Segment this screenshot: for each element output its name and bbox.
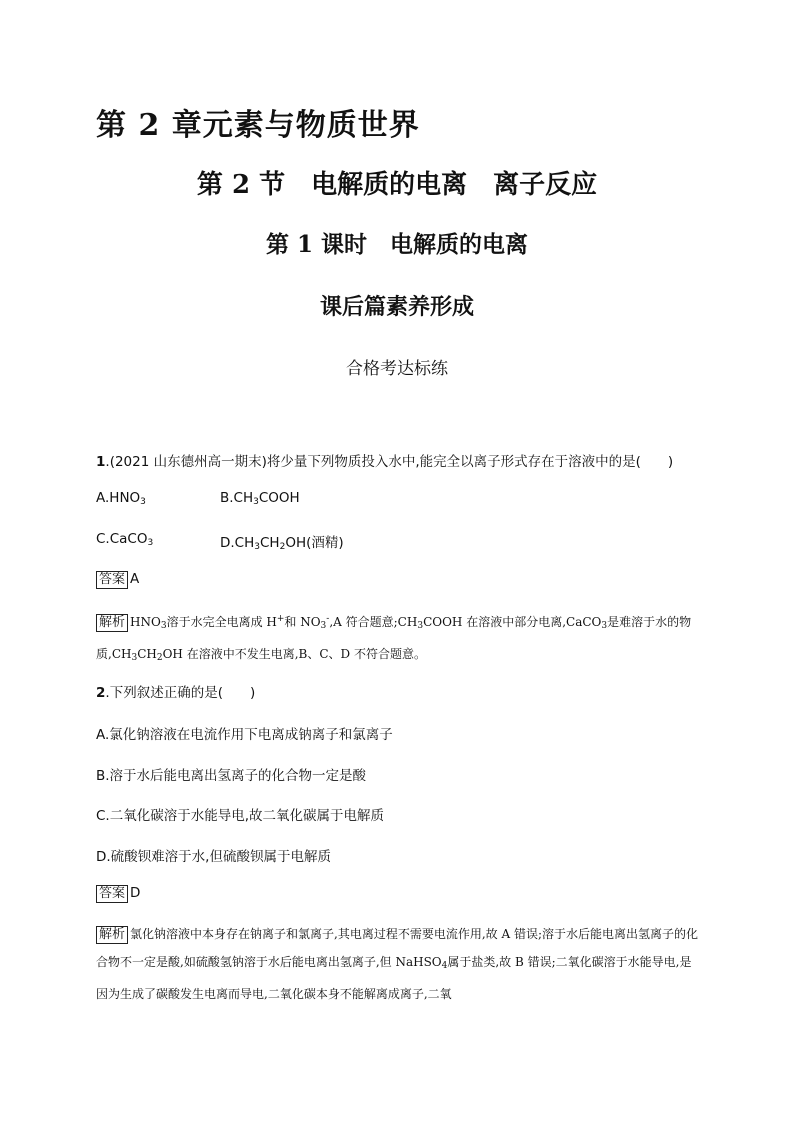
explanation-text: 是难溶于水的物质,CH [96, 615, 692, 661]
explanation-text: HNO [130, 615, 161, 629]
subscript: 3 [140, 497, 146, 507]
subscript: 3 [160, 621, 167, 631]
question-1-option-d [220, 531, 344, 552]
question-1-option-b [220, 490, 300, 507]
option-text: B.CH [220, 490, 254, 506]
answer-value: D [130, 885, 141, 901]
superscript: - [326, 614, 330, 624]
explanation-label: 解析 [96, 926, 128, 944]
subscript: 3 [320, 621, 327, 631]
question-text: .(2021 山东德州高一期末)将少量下列物质投入水中,能完全以离子形式存在于溶液中的是( ) [105, 454, 674, 470]
explanation-text: 氯化钠溶液中本身存在钠离子和氯离子,其电离过程不需要电流作用,故 A 错误;溶于水后能电离出氢离子的化合物不一定是酸,如硫酸氢钠溶于水后能电离出氢离子,但 NaHSO [96, 927, 698, 969]
question-text: .下列叙述正确的是( ) [105, 685, 256, 701]
question-2-stem [96, 681, 255, 701]
explanation-text: 和 NO [284, 615, 321, 629]
question-2-option-a: A.氯化钠溶液在电流作用下电离成钠离子和氯离子 [96, 727, 393, 743]
subscript: 3 [131, 653, 138, 663]
option-text: D.CH [220, 535, 255, 551]
question-number: 1 [96, 454, 106, 470]
explanation-text: OH 在溶液中不发生电离,B、C、D 不符合题意。 [162, 647, 426, 661]
explanation-text: 溶于水完全电离成 H [166, 615, 277, 629]
question-number: 2 [96, 685, 106, 701]
subscript: 3 [417, 621, 424, 631]
option-text: A.HNO [96, 490, 141, 506]
exercise-heading: 课后篇素养形成 [319, 294, 474, 320]
option-text: C.CaCO [96, 531, 148, 547]
subscript: 3 [254, 542, 260, 552]
question-1-stem [96, 450, 673, 470]
explanation-text: ,A 符合题意;CH [329, 615, 418, 629]
option-text: OH(酒精) [285, 535, 344, 551]
explanation-text: COOH 在溶液中部分电离,CaCO [423, 615, 602, 629]
explanation-label: 解析 [96, 614, 128, 632]
question-2-option-c: C.二氧化碳溶于水能导电,故二氧化碳属于电解质 [96, 808, 385, 824]
answer-value: A [130, 571, 140, 587]
option-text: COOH [258, 490, 300, 506]
question-1-explanation [96, 605, 698, 672]
subscript: 2 [279, 542, 286, 552]
question-2-option-d: D.硫酸钡难溶于水,但硫酸钡属于电解质 [96, 849, 331, 865]
subscript: 2 [156, 653, 163, 663]
subscript: 3 [253, 497, 259, 507]
answer-label: 答案 [96, 571, 128, 589]
subscript: 4 [441, 961, 448, 971]
question-1-answer [96, 571, 139, 589]
superscript: + [276, 614, 285, 624]
answer-label: 答案 [96, 885, 128, 903]
explanation-text: CH [137, 647, 157, 661]
subscript: 3 [601, 621, 608, 631]
section-title: 第 2 节 电解质的电离 离子反应 [196, 170, 598, 200]
chapter-title: 第 2 章元素与物质世界 [96, 108, 420, 143]
question-1-option-c [96, 531, 153, 548]
question-1-option-a [96, 490, 146, 507]
subscript: 3 [147, 538, 154, 548]
option-text: CH [260, 535, 280, 551]
question-2-answer [96, 885, 140, 903]
question-2-explanation [96, 920, 698, 1008]
lesson-title: 第 1 课时 电解质的电离 [265, 231, 529, 258]
exercise-level-heading: 合格考达标练 [346, 359, 448, 379]
explanation-text: 属于盐类,故 B 错误;二氧化碳溶于水能导电,是因为生成了碳酸发生电离而导电,二氧化碳本身不能解离成离子,二氧 [96, 955, 692, 1001]
question-2-option-b: B.溶于水后能电离出氢离子的化合物一定是酸 [96, 768, 367, 784]
